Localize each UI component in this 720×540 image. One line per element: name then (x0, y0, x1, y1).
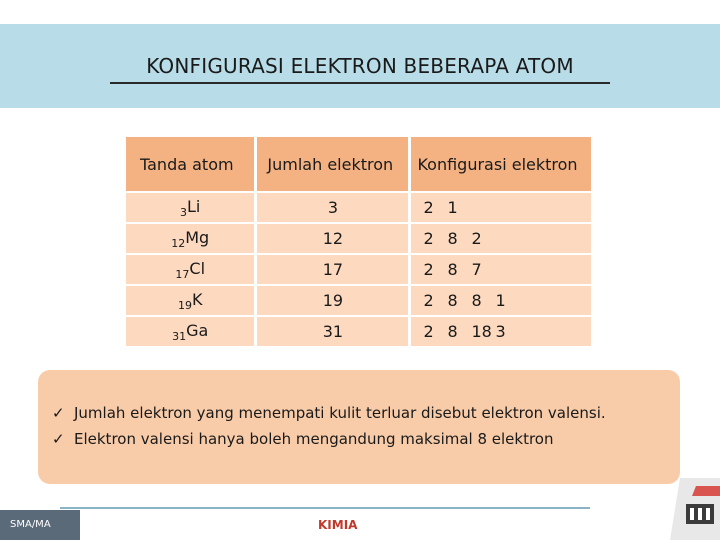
footer-level-label: SMA/MA (10, 519, 51, 530)
configuration-cell (411, 286, 594, 317)
title-underline (110, 82, 610, 84)
check-icon: ✓ (52, 430, 65, 448)
atom-symbol-cell (126, 317, 257, 348)
shell-value: 8 (447, 229, 458, 248)
note-text: Elektron valensi hanya boleh mengandung maksimal 8 elektron (74, 430, 554, 448)
element-symbol: Ga (186, 320, 209, 340)
configuration-cell (411, 193, 594, 224)
check-icon: ✓ (52, 404, 65, 422)
shell-value: 7 (471, 260, 482, 279)
table-row (126, 224, 594, 255)
shell-value: 2 (423, 322, 434, 341)
shell-value: 2 (423, 291, 434, 310)
shell-value: 8 (471, 291, 482, 310)
publisher-logo-icon (670, 478, 720, 540)
atomic-number: 17 (175, 267, 190, 281)
footer-subject-label: KIMIA (318, 518, 358, 532)
element-symbol: K (191, 289, 203, 309)
shell-value: 8 (447, 291, 458, 310)
atomic-number: 12 (171, 236, 186, 250)
atomic-number: 31 (172, 329, 187, 343)
atom-symbol-cell (126, 193, 257, 224)
table-row (126, 286, 594, 317)
electron-count-cell: 17 (257, 255, 411, 286)
shell-value: 2 (423, 260, 434, 279)
shell-value: 8 (447, 322, 458, 341)
atom-symbol-cell (126, 224, 257, 255)
title-band (0, 24, 720, 108)
header-tanda-atom: Tanda atom (126, 137, 257, 193)
electron-count-cell: 19 (257, 286, 411, 317)
element-symbol: Mg (185, 227, 210, 247)
configuration-cell (411, 255, 594, 286)
shell-value: 2 (471, 229, 482, 248)
atom-symbol-cell (126, 286, 257, 317)
electron-configuration-table (126, 137, 594, 348)
configuration-cell (411, 317, 594, 348)
electron-count-cell: 3 (257, 193, 411, 224)
footer-divider (60, 507, 590, 509)
electron-count-cell: 12 (257, 224, 411, 255)
configuration-cell (411, 224, 594, 255)
header-konfigurasi-elektron: Konfigurasi elektron (411, 137, 594, 193)
shell-value: 3 (495, 322, 506, 341)
footer-left-tab (0, 510, 80, 540)
note-item (52, 404, 606, 422)
atomic-number: 19 (177, 298, 192, 312)
note-text: Jumlah elektron yang menempati kulit terluar disebut elektron valensi. (74, 404, 606, 422)
electron-count-cell: 31 (257, 317, 411, 348)
atom-symbol-cell (126, 255, 257, 286)
page-title: KONFIGURASI ELEKTRON BEBERAPA ATOM (146, 54, 574, 78)
shell-value: 18 (471, 322, 492, 341)
table-header-row (126, 137, 594, 193)
table-row (126, 317, 594, 348)
atomic-number: 3 (180, 205, 188, 219)
table-row (126, 255, 594, 286)
element-symbol: Cl (189, 258, 206, 278)
header-jumlah-elektron: Jumlah elektron (257, 137, 411, 193)
table-row (126, 193, 594, 224)
notes-box (38, 370, 680, 484)
shell-value: 2 (423, 198, 434, 217)
note-item (52, 430, 554, 448)
shell-value: 2 (423, 229, 434, 248)
element-symbol: Li (187, 196, 201, 216)
shell-value: 8 (447, 260, 458, 279)
shell-value: 1 (447, 198, 458, 217)
shell-value: 1 (495, 291, 506, 310)
